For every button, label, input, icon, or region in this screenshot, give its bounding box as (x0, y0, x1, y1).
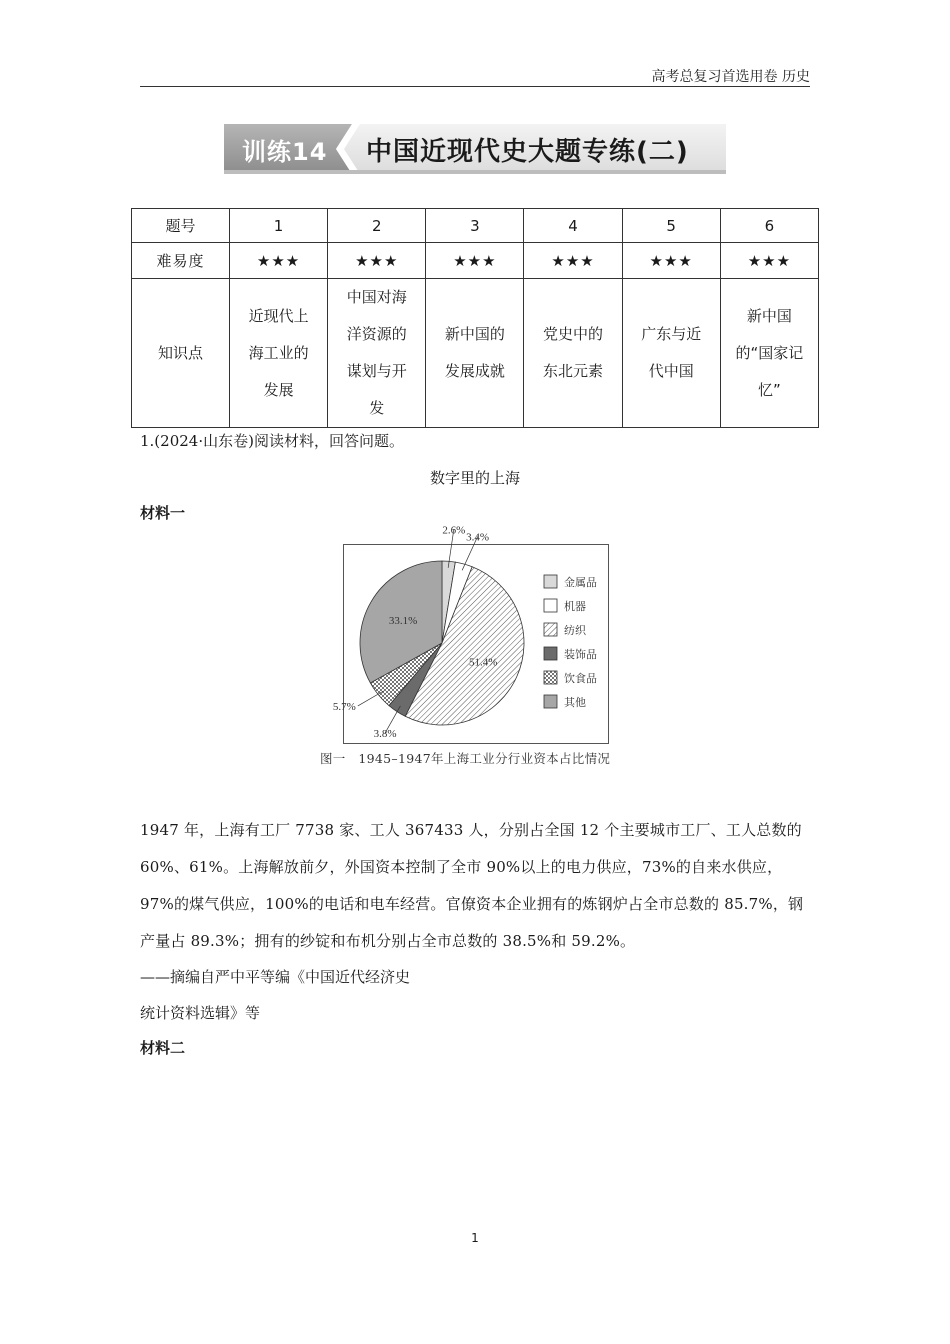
material-subtitle: 数字里的上海 (429, 469, 520, 487)
label-knowledge: 知识点 (132, 279, 230, 428)
source-line-2: 统计资料选辑》等 (140, 1004, 261, 1022)
cell-difficulty: ★★★ (426, 243, 524, 279)
legend-label-textile: 纺织 (564, 624, 586, 637)
cell-number: 1 (230, 209, 328, 243)
knowledge-text: 近现代上海工业的发展 (248, 306, 309, 399)
cell-knowledge (328, 279, 426, 428)
cell-number: 4 (524, 209, 622, 243)
legend-swatch-textile (544, 623, 557, 636)
slice-label-other: 33.1% (388, 615, 418, 628)
header-rule (140, 86, 810, 87)
cell-difficulty: ★★★ (720, 243, 818, 279)
legend-label-machinery: 机器 (564, 600, 586, 613)
table-row-numbers (132, 209, 819, 243)
legend-label-metal: 金属品 (564, 576, 597, 589)
cell-difficulty: ★★★ (524, 243, 622, 279)
title-tag: 训练14 (242, 138, 328, 166)
page-number: 1 (471, 1231, 479, 1245)
material-one-label: 材料一 (140, 504, 186, 522)
knowledge-text: 广东与近代中国 (641, 325, 702, 380)
page-title: 中国近现代史大题专练(二) (366, 137, 689, 167)
legend-swatch-food (544, 671, 557, 684)
label-question-number: 题号 (132, 209, 230, 243)
title-banner (224, 124, 726, 174)
slice-label-metal: 2.6% (442, 524, 466, 537)
table-row-difficulty (132, 243, 819, 279)
legend-swatch-metal (544, 575, 557, 588)
legend-label-other: 其他 (564, 696, 586, 709)
slice-label-food: 5.7% (332, 700, 356, 713)
knowledge-text: 新中国的“国家记忆” (735, 306, 804, 399)
source-line-1: ——摘编自严中平等编《中国近代经济史 (140, 968, 411, 986)
legend-swatch-other (544, 695, 557, 708)
cell-number: 6 (720, 209, 818, 243)
pie-chart-frame (332, 524, 609, 744)
cell-difficulty: ★★★ (622, 243, 720, 279)
cell-knowledge (426, 279, 524, 428)
slice-label-textile: 51.4% (468, 656, 498, 669)
slice-leader-food (358, 691, 384, 706)
cell-number: 2 (328, 209, 426, 243)
cell-knowledge (230, 279, 328, 428)
slice-label-machinery: 3.4% (466, 531, 490, 544)
legend-label-decoration: 装饰品 (564, 648, 597, 661)
pie-chart (332, 524, 608, 743)
cell-knowledge (524, 279, 622, 428)
legend-label-food: 饮食品 (564, 672, 597, 685)
cell-number: 5 (622, 209, 720, 243)
cell-number: 3 (426, 209, 524, 243)
legend-swatch-machinery (544, 599, 557, 612)
knowledge-text: 党史中的东北元素 (543, 325, 604, 380)
figure-caption: 图一 1945–1947年上海工业分行业资本占比情况 (320, 751, 611, 766)
knowledge-text: 新中国的发展成就 (444, 325, 505, 380)
cell-difficulty: ★★★ (230, 243, 328, 279)
cell-knowledge (622, 279, 720, 428)
material-two-label: 材料二 (140, 1039, 186, 1057)
question-intro: 1.(2024·山东卷)阅读材料，回答问题。 (140, 432, 404, 450)
slice-label-decoration: 3.8% (373, 728, 397, 741)
material-paragraph (140, 812, 812, 960)
label-difficulty: 难易度 (132, 243, 230, 279)
cell-knowledge (720, 279, 818, 428)
table-row-knowledge (132, 279, 819, 428)
legend-swatch-decoration (544, 647, 557, 660)
running-header: 高考总复习首选用卷 历史 (651, 69, 810, 85)
knowledge-text: 中国对海洋资源的谋划与开发 (346, 288, 407, 417)
cell-difficulty: ★★★ (328, 243, 426, 279)
question-info-table (131, 208, 819, 428)
paragraph-text: 1947 年，上海有工厂 7738 家、工人 367433 人，分别占全国 12 个主要城市工厂、工人总数的 60%、61%。上海解放前夕，外国资本控制了全市 90%以上的电力供应，73%的自来水供应，97%的煤气供应，100%的电话和电车经营。官僚资本企业拥有的炼钢炉占全市总数的 85.7%，钢产量占 89.3%；拥有的纱锭和布机分别占全市总数的 38.5%和 59.2%。 (140, 821, 804, 950)
